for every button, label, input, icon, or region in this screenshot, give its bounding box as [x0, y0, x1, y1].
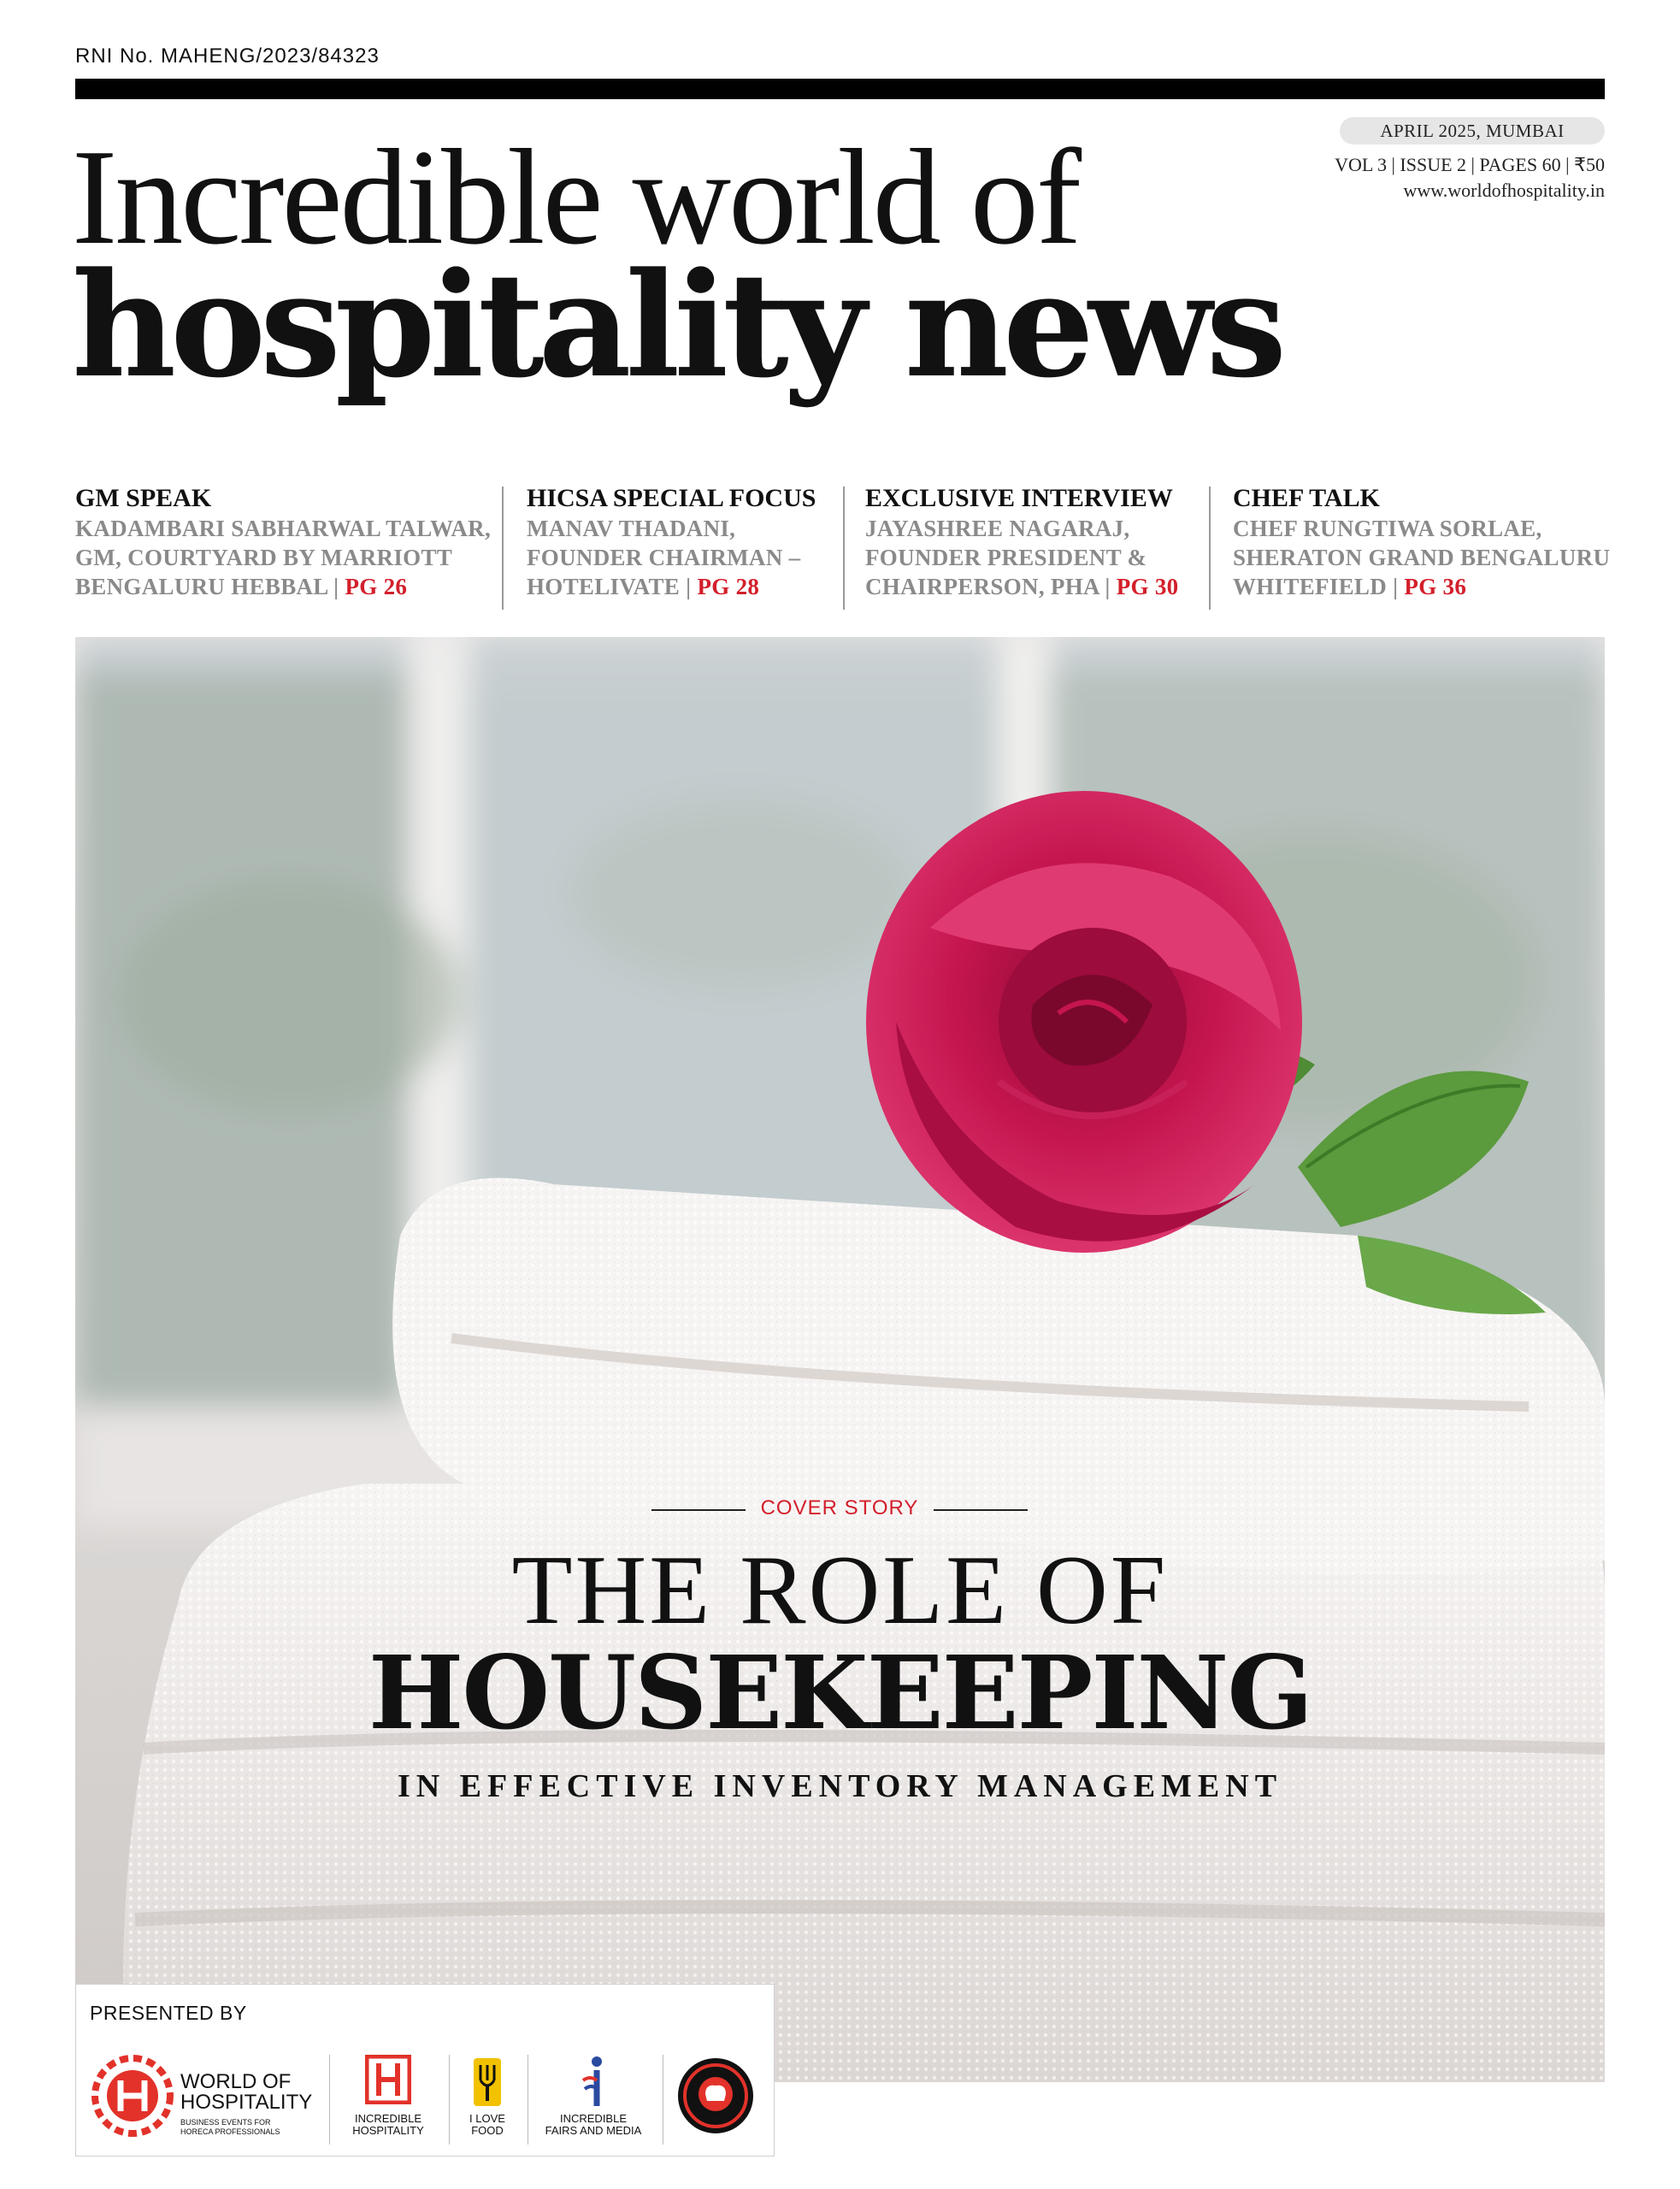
teaser-chef-talk[interactable]: CHEF TALK CHEF RUNGTIWA SORLAE, SHERATON GRAND BENGALURU WHITEFIELD | PG 36: [1233, 484, 1611, 599]
presented-by-panel: [75, 1984, 775, 2157]
presented-by-label: PRESENTED BY: [90, 2002, 247, 2024]
teaser-divider: [1209, 487, 1211, 610]
teaser-hicsa-focus[interactable]: HICSA SPECIAL FOCUS MANAV THADANI, FOUNDER CHAIRMAN – HOTELIVATE | PG 28: [527, 483, 920, 611]
teaser-gm-speak[interactable]: GM SPEAK KADAMBARI SABHARWAL TALWAR, GM, COURTYARD BY MARRIOTT BENGALURU HEBBAL | PG 26: [75, 483, 503, 611]
logo-incredible-fairs-text: [538, 2113, 649, 2137]
logo-ih-line1: INCREDIBLE: [354, 2112, 422, 2125]
teaser-page: PG 30: [1116, 574, 1179, 599]
cover-photo-illustration: [75, 637, 1605, 2082]
incredible-chef-challenge-badge-icon: [675, 2055, 757, 2137]
teaser-line: BENGALURU HEBBAL: [75, 574, 328, 599]
teaser-divider: [843, 487, 845, 610]
issue-date: APRIL 2025, MUMBAI: [1340, 117, 1605, 145]
website-link[interactable]: www.worldofhospitality.in: [1403, 180, 1605, 201]
logo-ifm-line2: FAIRS AND MEDIA: [545, 2124, 642, 2137]
world-of-hospitality-logo-icon: [91, 2055, 174, 2137]
logo-woh-line1: WORLD OF: [180, 2070, 292, 2093]
teaser-divider: [502, 487, 504, 610]
cover-label-rule-left: [651, 1509, 746, 1511]
cover-headline-line2: HOUSEKEEPING: [368, 1633, 1312, 1752]
teaser-line: KADAMBARI SABHARWAL TALWAR,: [75, 516, 491, 541]
teaser-line: FOUNDER PRESIDENT &: [865, 545, 1147, 570]
cover-story-label-block: [651, 1496, 1028, 1520]
cover-subheadline: IN EFFECTIVE INVENTORY MANAGEMENT: [397, 1768, 1283, 1804]
teaser-heading: CHEF TALK: [1233, 484, 1380, 512]
teaser-heading: HICSA SPECIAL FOCUS: [527, 484, 816, 512]
magazine-title-line2: hospitality news: [72, 240, 1282, 410]
rni-number: RNI No. MAHENG/2023/84323: [75, 44, 380, 68]
teaser-row: [75, 483, 1611, 613]
logo-woh-tagline1: BUSINESS EVENTS FOR: [180, 2118, 271, 2127]
issue-info: VOL 3 | ISSUE 2 | PAGES 60 | ₹50: [1335, 154, 1605, 175]
logo-woh-line2: HOSPITALITY: [180, 2091, 313, 2114]
logo-incredible-hospitality-text: [338, 2113, 439, 2137]
teaser-line: JAYASHREE NAGARAJ,: [865, 516, 1130, 541]
teaser-line: MANAV THADANI,: [527, 516, 736, 541]
issue-info-block: [1335, 152, 1605, 204]
logo-i-love-food-text: [457, 2113, 517, 2137]
teaser-heading: GM SPEAK: [75, 484, 212, 512]
logo-ilf-line1: I LOVE: [469, 2112, 505, 2125]
teaser-page: PG 26: [345, 574, 408, 599]
teaser-line: GM, COURTYARD BY MARRIOTT: [75, 545, 453, 570]
cover-story-label: COVER STORY: [760, 1496, 919, 1519]
logo-divider: [329, 2055, 330, 2145]
incredible-hospitality-logo-icon: [365, 2055, 411, 2104]
logo-ifm-line1: INCREDIBLE: [559, 2112, 628, 2125]
logo-ilf-line2: FOOD: [471, 2124, 504, 2137]
teaser-page: PG 36: [1404, 574, 1467, 599]
teaser-line: HOTELIVATE: [527, 574, 681, 599]
cover-headline-line1: THE ROLE OF: [511, 1536, 1169, 1645]
logo-ih-line2: HOSPITALITY: [352, 2124, 424, 2137]
logo-woh-tagline2: HORECA PROFESSIONALS: [180, 2127, 280, 2136]
logo-divider: [449, 2055, 450, 2145]
incredible-fairs-logo-icon: [576, 2055, 610, 2109]
cover-label-rule-right: [934, 1509, 1028, 1511]
logo-woh-name: [180, 2072, 312, 2137]
teaser-exclusive-interview[interactable]: EXCLUSIVE INTERVIEW JAYASHREE NAGARAJ, FOUNDER PRESIDENT & CHAIRPERSON, PHA | PG 30: [865, 483, 1293, 611]
magazine-title-line1: Incredible world of: [72, 121, 1080, 273]
cover-photo: [75, 637, 1605, 2082]
teaser-line: CHAIRPERSON, PHA: [865, 574, 1099, 599]
teaser-line: FOUNDER CHAIRMAN –: [527, 545, 801, 570]
masthead-rule: [75, 79, 1605, 99]
teaser-line: CHEF RUNGTIWA SORLAE,: [1233, 516, 1542, 541]
teaser-heading: EXCLUSIVE INTERVIEW: [865, 484, 1173, 512]
teaser-line: WHITEFIELD: [1233, 574, 1388, 599]
i-love-food-logo-icon: [472, 2056, 503, 2108]
teaser-page: PG 28: [697, 574, 760, 599]
teaser-line: SHERATON GRAND BENGALURU: [1233, 545, 1611, 570]
